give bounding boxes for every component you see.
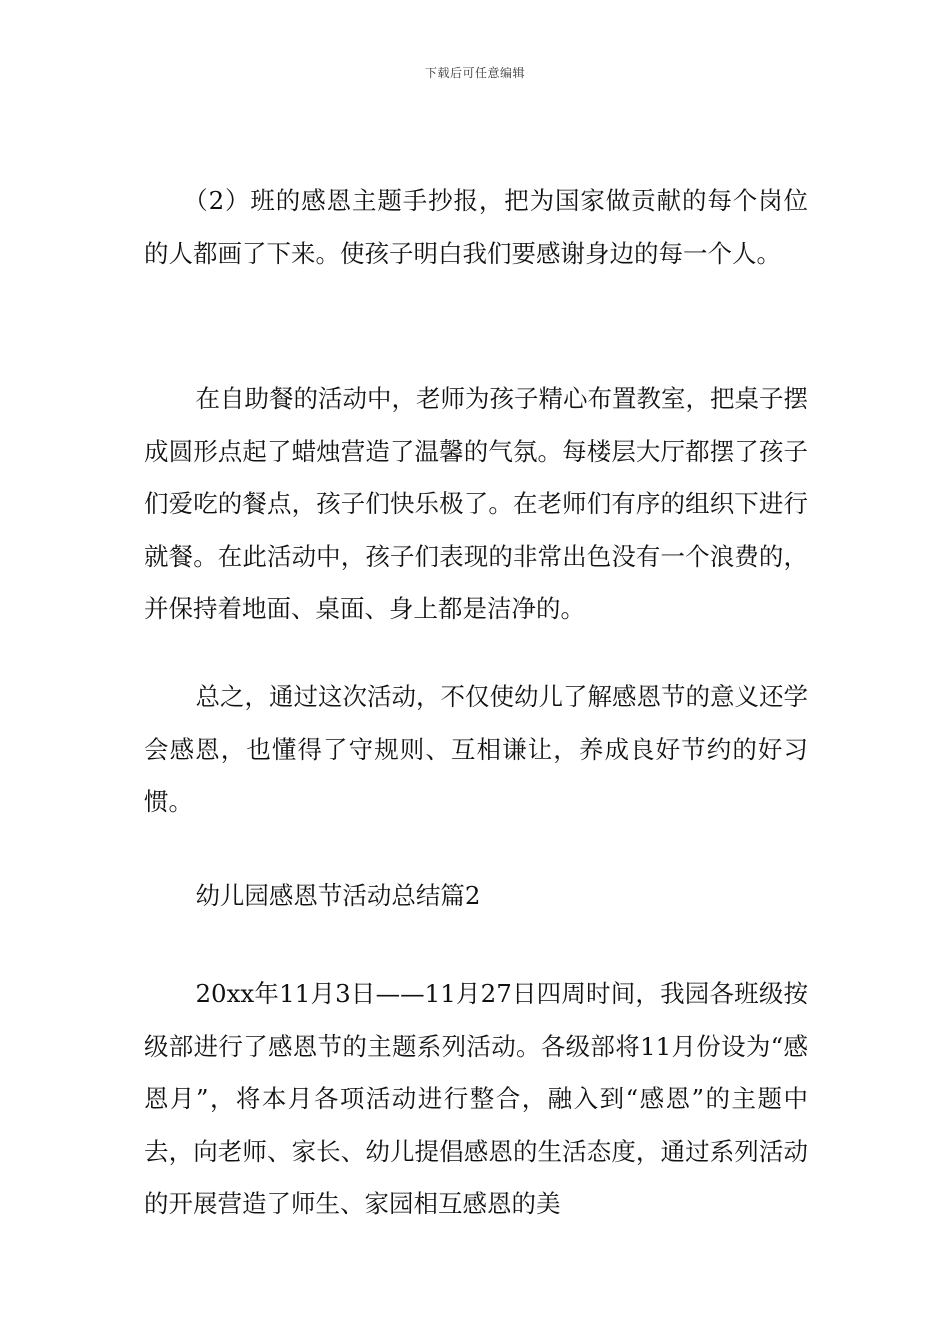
paragraph-thanksgiving-month: 20xx年11月3日——11月27日四周时间，我园各班级按级部进行了感恩节的主题系列活动。各级部将11月份设为“感恩月”，将本月各项活动进行整合，融入到“感恩”的主题中去，向老师、家长、幼儿提倡感恩的生活态度，通过系列活动的开展营造了师生、家园相互感恩的美 — [144, 979, 808, 1218]
paragraph-buffet-activity: 在自助餐的活动中，老师为孩子精心布置教室，把桌子摆成圆形点起了蜡烛营造了温馨的气氛。每楼层大厅都摆了孩子们爱吃的餐点，孩子们快乐极了。在老师们有序的组织下进行就餐。在此活动中，孩子们表现的非常出色没有一个浪费的，并保持着地面、桌面、身上都是洁净的。 — [144, 384, 808, 623]
page-header: 下载后可任意编辑 — [424, 66, 525, 80]
paragraph-conclusion: 总之，通过这次活动，不仅使幼儿了解感恩节的意义还学会感恩，也懂得了守规则、互相谦让，养成良好节约的好习惯。 — [144, 682, 808, 816]
section-heading: 幼儿园感恩节活动总结篇2 — [195, 881, 481, 910]
paragraph-handmade-newspaper: （2）班的感恩主题手抄报，把为国家做贡献的每个岗位的人都画了下来。使孩子明白我们要感谢身边的每一个人。 — [144, 186, 808, 268]
